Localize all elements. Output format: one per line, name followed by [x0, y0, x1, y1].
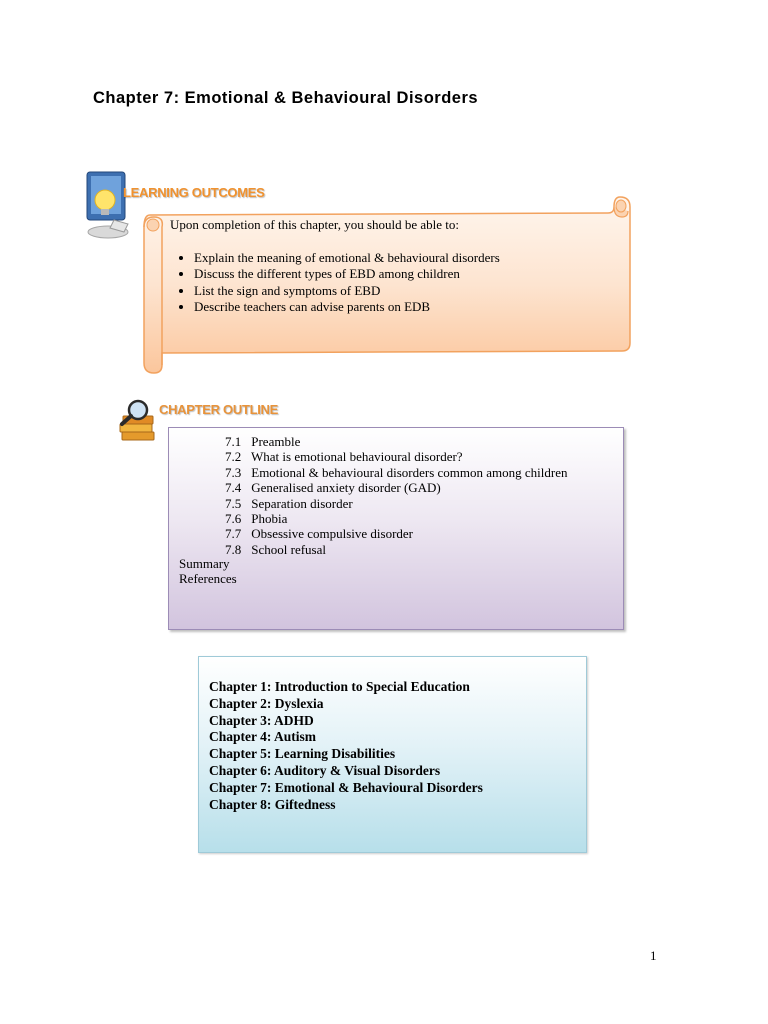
chapter-outline-box	[168, 427, 624, 630]
learning-outcomes-heading: LEARNING OUTCOMES	[123, 185, 265, 200]
chapter-outline-heading: CHAPTER OUTLINE	[159, 402, 279, 417]
outline-references: References	[179, 571, 237, 587]
outline-item: 7.8 School refusal	[225, 541, 326, 557]
chapter-item: Chapter 7: Emotional & Behavioural Disorders	[209, 779, 483, 795]
outline-item: 7.1 Preamble	[225, 434, 301, 449]
chapter-item: Chapter 1: Introduction to Special Education	[209, 679, 470, 694]
outline-item: 7.4 Generalised anxiety disorder (GAD)	[225, 480, 441, 496]
list-item: • Explain the meaning of emotional & behavioural disorders	[194, 250, 620, 267]
learning-outcomes-scroll	[138, 193, 632, 375]
outline-summary: Summary	[179, 556, 230, 571]
chapter-item: Chapter 2: Dyslexia	[209, 695, 324, 711]
list-item: • List the sign and symptoms of EBD	[194, 283, 620, 300]
outline-item: 7.3 Emotional & behavioural disorders common among children	[225, 464, 568, 480]
outline-item: 7.6 Phobia	[225, 511, 288, 527]
chapter-item: Chapter 5: Learning Disabilities	[209, 746, 396, 762]
list-item: • Discuss the different types of EBD among children	[194, 266, 620, 283]
page-title: Chapter 7: Emotional & Behavioural Disorders	[93, 89, 479, 107]
lightbulb-monitor-icon	[84, 166, 132, 242]
chapter-item: Chapter 6: Auditory & Visual Disorders	[209, 762, 441, 778]
page-number: 1	[650, 948, 657, 963]
learning-outcomes-list	[170, 250, 620, 316]
chapters-list-box	[198, 656, 587, 853]
chapter-item: Chapter 8: Giftedness	[209, 796, 336, 812]
books-magnifier-icon	[116, 396, 162, 452]
chapter-item: Chapter 4: Autism	[209, 729, 317, 745]
chapter-item: Chapter 3: ADHD	[209, 712, 314, 728]
outline-item: 7.7 Obsessive compulsive disorder	[225, 526, 414, 542]
list-item: • Describe teachers can advise parents on EDB	[194, 299, 620, 316]
outline-item: 7.5 Separation disorder	[225, 495, 353, 511]
outline-item: 7.2 What is emotional behavioural disorder?	[225, 449, 463, 465]
learning-outcomes-intro: Upon completion of this chapter, you should be able to:	[170, 217, 460, 232]
